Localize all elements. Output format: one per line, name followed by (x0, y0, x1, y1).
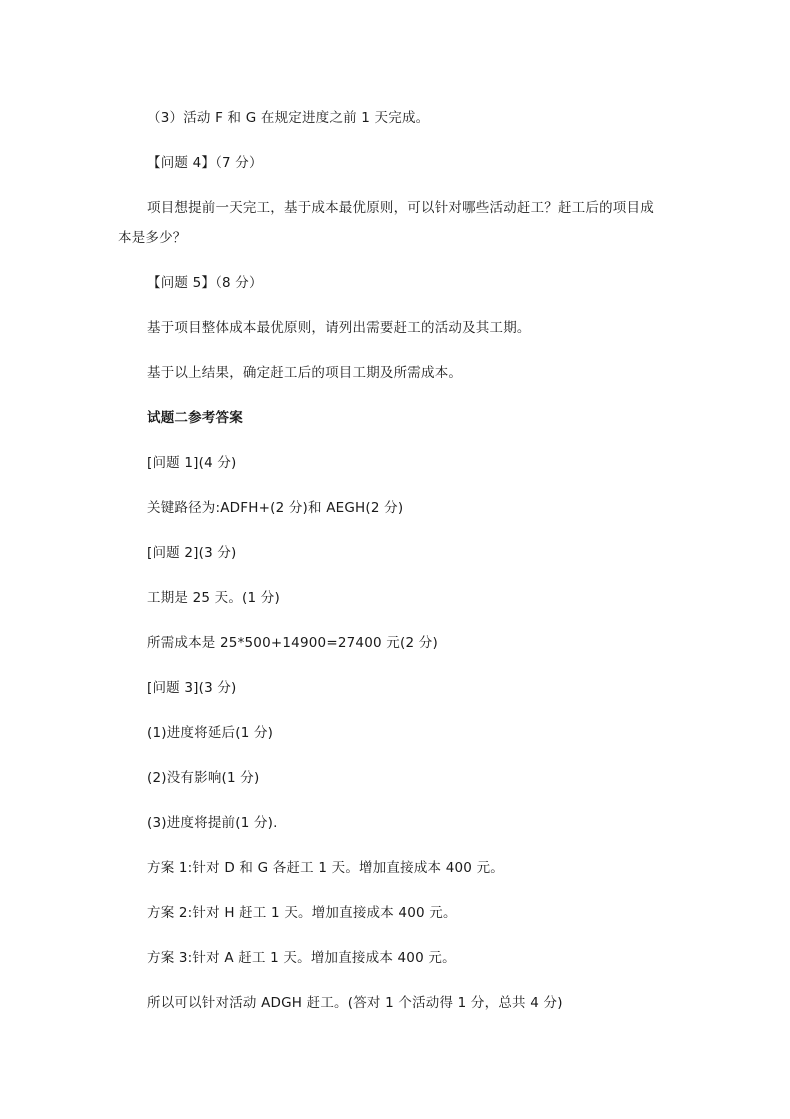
plan-conclusion: 所以可以针对活动 ADGH 赶工。(答对 1 个活动得 1 分，总共 4 分) (147, 995, 563, 1011)
answer-3-item-1: (1)进度将延后(1 分) (147, 725, 274, 741)
answer-2-duration: 工期是 25 天。(1 分) (147, 590, 280, 606)
question-4-text-line1: 项目想提前一天完工，基于成本最优原则，可以针对哪些活动赶工？赶工后的项目成 (147, 200, 654, 216)
plan-1: 方案 1:针对 D 和 G 各赶工 1 天。增加直接成本 400 元。 (147, 860, 504, 876)
question-4-heading: 【问题 4】（7 分） (147, 155, 263, 171)
answer-1-text: 关键路径为:ADFH+(2 分)和 AEGH(2 分) (147, 500, 404, 516)
answer-3-item-2: (2)没有影响(1 分) (147, 770, 260, 786)
question-5-heading: 【问题 5】（8 分） (147, 275, 263, 291)
answer-section-title: 试题二参考答案 (147, 410, 243, 426)
answer-1-heading: [问题 1](4 分) (147, 455, 237, 471)
question-4-text-line2: 本是多少？ (118, 230, 187, 246)
question-5-text-2: 基于以上结果，确定赶工后的项目工期及所需成本。 (147, 365, 463, 381)
plan-2: 方案 2:针对 H 赶工 1 天。增加直接成本 400 元。 (147, 905, 457, 921)
plan-3: 方案 3:针对 A 赶工 1 天。增加直接成本 400 元。 (147, 950, 456, 966)
answer-2-cost: 所需成本是 25*500+14900=27400 元(2 分) (147, 635, 438, 651)
question-5-text-1: 基于项目整体成本最优原则，请列出需要赶工的活动及其工期。 (147, 320, 531, 336)
answer-3-item-3: (3)进度将提前(1 分). (147, 815, 278, 831)
answer-3-heading: [问题 3](3 分) (147, 680, 237, 696)
answer-2-heading: [问题 2](3 分) (147, 545, 237, 561)
answer-3-condition: （3）活动 F 和 G 在规定进度之前 1 天完成。 (147, 110, 430, 126)
